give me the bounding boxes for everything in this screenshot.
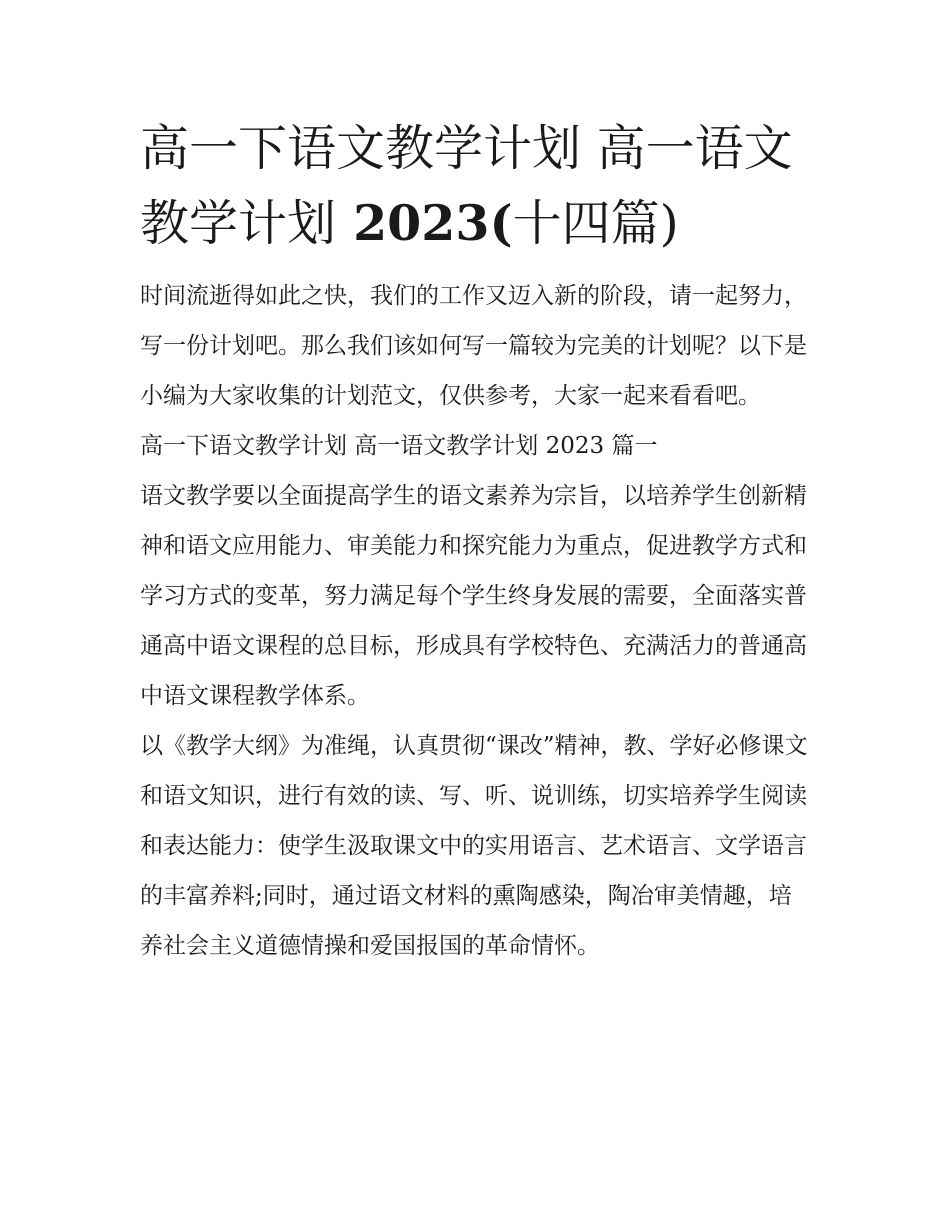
title-year: 2023( [336,194,513,252]
intro-paragraph: 时间流逝得如此之快，我们的工作又迈入新的阶段，请一起努力，写一份计划吧。那么我们该如何写一篇较为完美的计划呢？以下是小编为大家收集的计划范文，仅供参考，大家一起来看看吧。 [140,283,807,409]
body-paragraph: 以《教学大纲》为准绳，认真贯彻“课改”精神，教、学好必修课文和语文知识，进行有效的读、写、听、说训练，切实培养学生阅读和表达能力：使学生汲取课文中的实用语言、艺术语言、文学语言的丰富养料;同时，通过语文材料的熏陶感染，陶冶审美情趣，培养社会主义道德情操和爱国报国的革命情怀。 [140,733,808,959]
document-title [140,112,812,261]
section-heading: 高一下语文教学计划 高一语文教学计划 2023 篇一 [140,433,658,459]
title-line-1: 高一下语文教学计划 高一语文 [140,120,793,177]
document-content [140,112,812,971]
title-line-2-end: 十四篇) [512,195,679,252]
body-paragraph: 语文教学要以全面提高学生的语文素养为宗旨，以培养学生创新精神和语文应用能力、审美能力和探究能力为重点，促进教学方式和学习方式的变革，努力满足每个学生终身发展的需要，全面落实普通高中语文课程的总目标，形成具有学校特色、充满活力的普通高中语文课程教学体系。 [140,483,807,709]
title-line-2: 教学计划 [140,195,337,252]
